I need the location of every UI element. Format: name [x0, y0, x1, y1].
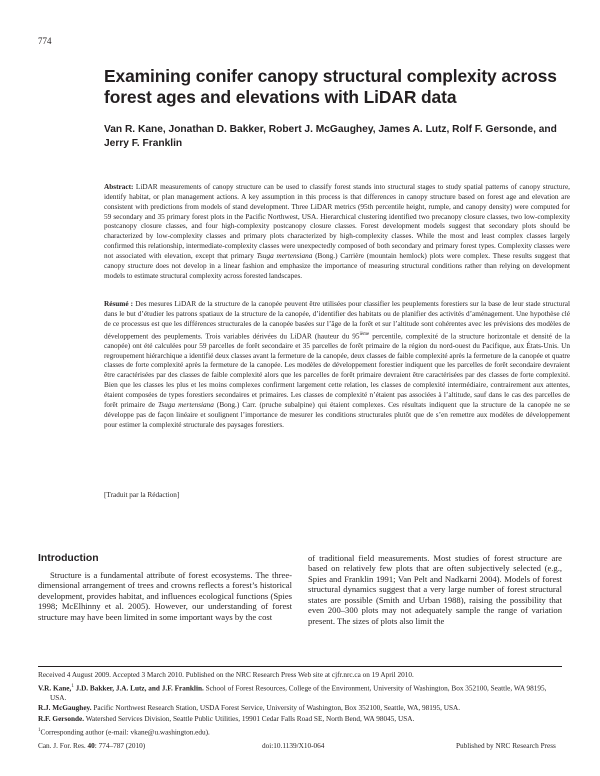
- author-list: Van R. Kane, Jonathan D. Bakker, Robert J. McGaughey, James A. Lutz, Rolf F. Gersonde, and Jerry F. Franklin: [104, 124, 557, 149]
- abstract-label: Abstract:: [104, 183, 134, 191]
- abstract-text-end: (Bong.) Carrière (mountain hemlock) plots were complex. These results suggest that canopy structure does not develop in a linear fashion and emphasize the importance of measuring structural conditions rather than relying on development models to estimate structural complexity across forested landscapes.: [104, 251, 571, 280]
- resume-species: Tsuga mertensiana: [158, 400, 214, 409]
- affiliation-2-names: R.J. McGaughey.: [38, 704, 92, 713]
- abstract: [104, 183, 570, 281]
- affiliation-1-names-b: J.D. Bakker, J.A. Lutz, and J.F. Franklin.: [75, 684, 204, 693]
- resume-text: Des mesures LiDAR de la structure de la canopée peuvent être utilisées pour classifier les peuplements forestiers sur la base de leur stade structural dans le but d’étudier les patrons spatiaux de la structure de la canopée, d’identifier des habitats ou de planifier des activités d’aménagement. Une hypothèse clé de ce processus est que les différences structurales de la canopée basées sur l’âge de la forêt et sur l’altitude sont cohérentes avec les prévisions des modèles de développement des peuplements. Trois variables dérivées du LiDAR (hauteur du 95: [104, 300, 571, 340]
- intro-paragraph-continued: of traditional field measurements. Most studies of forest structure are based on relatively few plots that are often subjectively selected (e.g., Spies and Franklin 1991; Van Pelt and Nadkarni 2004). Models of forest structural dynamics suggest that a very large number of forest structural states are possible (Smith and Urban 1988), raising the possibility that even 200–300 plots may not adequately sample the range of variation present. The sizes of plots also limit the: [308, 553, 562, 626]
- affiliation-1-text: School of Forest Resources, College of the Environment, University of Washington, Box 352100, Seattle, WA 98195, USA.: [50, 684, 547, 702]
- resume-superscript: ième: [359, 331, 370, 337]
- publisher: Published by NRC Research Press: [456, 742, 556, 750]
- journal-volume: 40: [87, 742, 95, 750]
- affiliation-3: [38, 715, 562, 724]
- resume-label: Résumé :: [104, 300, 134, 308]
- resume-text-end: (Bong.) Carr. (pruche subalpine) qui étaient complexes. Ces résultats indiquent que la structure de la canopée ne se développe pas de façon linéaire et soulignent l’importance de mesurer les conditions structurales plutôt que de s’en remettre aux modèles de développement pour estimer la complexité structurale des paysages forestiers.: [104, 400, 571, 429]
- page-number: 774: [38, 36, 52, 46]
- affiliation-2: [38, 704, 562, 713]
- corresponding-author: [38, 726, 562, 738]
- affiliation-3-names: R.F. Gersonde.: [38, 714, 85, 723]
- intro-paragraph: Structure is a fundamental attribute of forest ecosystems. The three-dimensional arrangement of trees and crowns reflects a forest’s historical development, provides habitat, and influences ecological functions (Spies 1998; McElhinny et al. 2005). However, our understanding of forest structure may have been limited in some important ways by the cost: [38, 570, 292, 622]
- abstract-text: LiDAR measurements of canopy structure can be used to classify forest stands into structural stages to study spatial patterns of canopy structure, identify habitat, or plan management actions. A key assumption in this process is that differences in canopy structure based on forest age and elevation are consistent with predictions from models of stand development. Three LiDAR metrics (95th percentile height, rumple, and canopy density) were computed for 59 secondary and 35 primary forest plots in the Pacific Northwest, USA. Hierarchical clustering identified two precanopy closure classes, two low-complexity postcanopy closure classes, and four high-complexity postcanopy closure classes. Forest development models suggest that secondary plots should be characterized by low-complexity classes and primary plots characterized by high-complexity classes. While the most and least complex classes largely confirmed this relationship, intermediate-complexity classes were unexpectedly composed of both secondary and primary forest types. Complexity classes were not associated with elevation, except that primary: [104, 183, 570, 260]
- body-column-right: [308, 553, 562, 626]
- body-column-left: [38, 570, 292, 622]
- journal-pages: : 774–787 (2010): [94, 742, 146, 750]
- article-title: Examining conifer canopy structural complexity across forest ages and elevations with LiDAR data: [104, 66, 557, 107]
- translation-note: [Traduit par la Rédaction]: [104, 491, 180, 499]
- affiliation-1-sup: 1: [71, 683, 74, 689]
- resume-text-mid: percentile, complexité de la structure horizontale et densité de la canopée) ont été calculées pour 59 parcelles de forêt secondaire et 35 parcelles de forêt primaire de la région du nord-ouest du Pacifique, aux États-Unis. Un regroupement hiérarchique a identifié deux classes avant la fermeture de la canopée, deux classes de faible complexité après la fermeture de la canopée et quatre classes de forte complexité après la fermeture de la canopée. Les modèles de développement forestier indiquent que les parcelles de forêt secondaire devraient être caractérisées par des classes de faible complexité alors que les parcelles de forêt primaire devraient être caractérisées par des classes de forte complexité. Bien que les classes les plus et les moins complexes confirment largement cette relation, les classes de complexité intermédiaire, contrairement aux attentes, étaient composées de types forestiers secondaires et primaires. Les classes de complexité n’étaient pas associées à l’altitude, sauf dans le cas des parcelles de forêt primaire de: [104, 331, 570, 409]
- journal-citation: [38, 742, 145, 750]
- footnotes: [38, 671, 562, 739]
- resume: [104, 300, 570, 430]
- footnote-divider: [38, 666, 562, 667]
- affiliation-1: [38, 682, 562, 703]
- doi: doi:10.1139/X10-064: [262, 742, 325, 750]
- affiliation-2-text: Pacific Northwest Research Station, USDA Forest Service, University of Washington, Box 352100, Seattle, WA, 98195, USA.: [93, 704, 461, 713]
- journal-name: Can. J. For. Res.: [38, 742, 86, 750]
- received-note: Received 4 August 2009. Accepted 3 March 2010. Published on the NRC Research Press Web site at cjfr.nrc.ca on 19 April 2010.: [38, 671, 414, 679]
- abstract-species: Tsuga mertensiana: [256, 251, 313, 260]
- introduction-heading: Introduction: [38, 553, 99, 564]
- corresponding-sup: 1: [38, 727, 41, 733]
- corresponding-text: Corresponding author (e-mail: vkane@u.washington.edu).: [40, 728, 210, 737]
- affiliation-1-names: V.R. Kane,: [38, 684, 72, 693]
- affiliation-3-text: Watershed Services Division, Seattle Public Utilities, 19901 Cedar Falls Road SE, North Bend, WA 98045, USA.: [85, 714, 415, 723]
